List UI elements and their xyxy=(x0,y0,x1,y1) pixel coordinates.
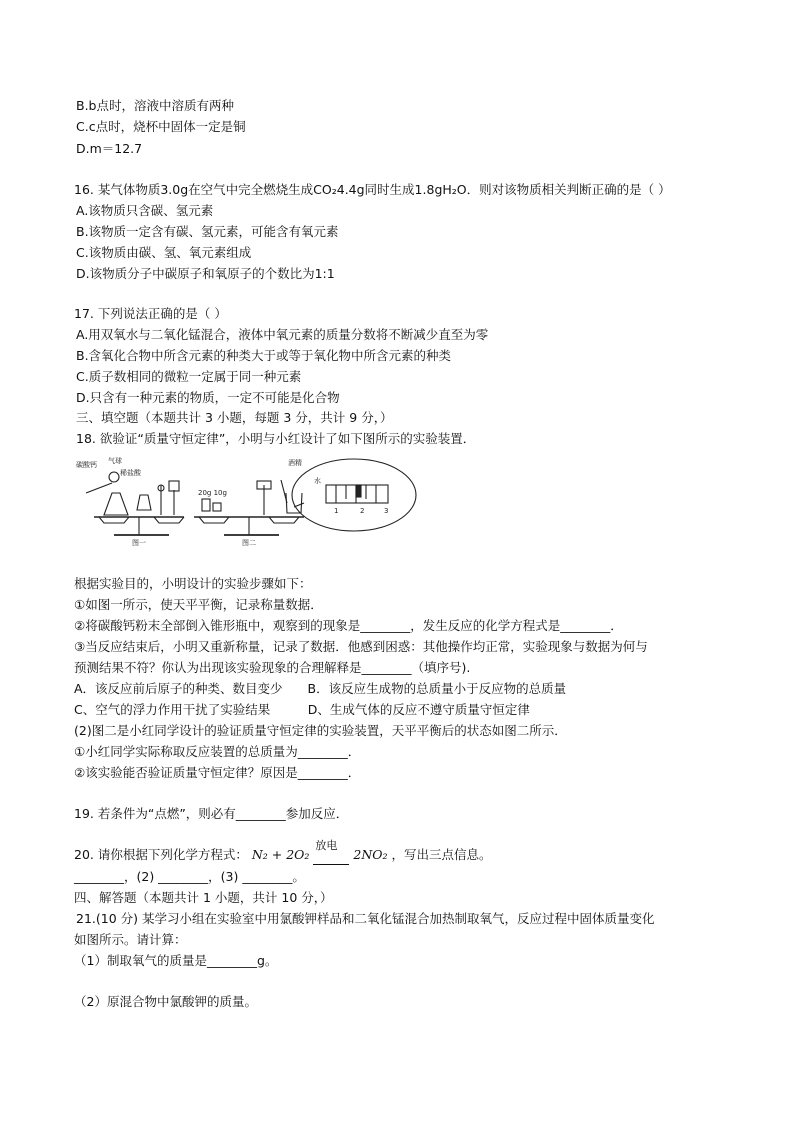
tick-1: 1 xyxy=(334,507,339,515)
q17-option-b: B.含氧化合物中所含元素的种类大于或等于氧化物中所含元素的种类 xyxy=(76,348,452,363)
q15-option-c: C.c点时，烧杯中固体一定是铜 xyxy=(76,119,246,134)
label-water: 水 xyxy=(314,477,321,485)
q18-line-10: ②该实验能否验证质量守恒定律？原因是________． xyxy=(74,765,361,780)
q18-line-3: ②将碳酸钙粉末全部倒入锥形瓶中，观察到的现象是________，发生反应的化学方程式是________． xyxy=(74,618,623,633)
q19-stem: 19. 若条件为“点燃”，则必有________参加反应． xyxy=(74,806,349,821)
caption-figure-2: 图二 xyxy=(242,539,256,547)
q18-line-8: (2)图二是小红同学设计的验证质量守恒定律的实验装置，天平平衡后的状态如图二所示． xyxy=(74,723,567,738)
q16-option-d: D.该物质分子中碳原子和氧原子的个数比为1:1 xyxy=(76,266,335,281)
label-weights: 20g 10g xyxy=(198,489,227,497)
q17-option-a: A.用双氧水与二氧化锰混合，液体中氧元素的质量分数将不断减少直至为零 xyxy=(76,327,489,342)
balance-apparatus-drawing xyxy=(74,455,419,547)
label-alcohol: 酒精 xyxy=(288,459,302,467)
q17-stem: 17. 下列说法正确的是（ ） xyxy=(74,306,227,321)
q17-option-d: D.只含有一种元素的物质，一定不可能是化合物 xyxy=(76,390,340,405)
q15-option-b: B.b点时，溶液中溶质有两种 xyxy=(76,98,234,113)
q21-line-3: （1）制取氧气的质量是________g。 xyxy=(74,953,278,968)
q21-line-2: 如图所示。请计算： xyxy=(74,932,187,947)
q16-stem: 16. 某气体物质3.0g在空气中完全燃烧生成CO₂4.4g同时生成1.8gH₂O．则对该物质相关判断正确的是（ ） xyxy=(74,182,671,197)
q18-line-4: ③当反应结束后，小明又重新称量，记录了数据．他感到困惑：其他操作均正常，实验现象与数据为何与 xyxy=(74,639,648,654)
q20-suffix: ，写出三点信息。 xyxy=(391,847,492,862)
q20-blanks: ________，(2) ________，(3) ________。 xyxy=(74,869,305,884)
q18-line-1: 根据实验目的，小明设计的实验步骤如下： xyxy=(74,576,312,591)
q21-line-4: （2）原混合物中氯酸钾的质量。 xyxy=(74,994,257,1009)
q16-option-a: A.该物质只含碳、氢元素 xyxy=(76,203,214,218)
tick-2: 2 xyxy=(360,507,365,515)
q20-prefix: 20. 请你根据下列化学方程式： xyxy=(74,847,248,862)
q18-line-2: ①如图一所示，使天平平衡，记录称量数据． xyxy=(74,597,323,612)
q16-option-c: C.该物质由碳、氢、氧元素组成 xyxy=(76,245,252,260)
tick-3: 3 xyxy=(384,507,389,515)
condition-label: 放电 xyxy=(315,839,338,852)
q18-line-5: 预测结果不符？你认为出现该实验现象的合理解释是________（填序号). xyxy=(74,660,471,675)
label-acid: 稀盐酸 xyxy=(120,469,141,477)
q15-option-d: D.m＝12.7 xyxy=(76,141,143,156)
section-3-heading: 三、填空题（本题共计 3 小题，每题 3 分，共计 9 分，） xyxy=(76,410,393,425)
q21-line-1: 21.(10 分) 某学习小组在实验室中用氯酸钾样品和二氧化锰混合加热制取氧气，反应过程中固体质量变化 xyxy=(76,911,655,926)
equation-rhs: 2NO₂ xyxy=(353,847,388,862)
equation-lhs: N₂ + 2O₂ xyxy=(251,847,310,862)
label-calcium-carbonate: 碳酸钙 xyxy=(76,461,97,469)
q16-option-b: B.该物质一定含有碳、氢元素，可能含有氧元素 xyxy=(76,224,339,239)
q18-line-9: ①小红同学实际称取反应装置的总质量为________． xyxy=(74,744,361,759)
q18-line-6: A．该反应前后原子的种类、数目变少 B．该反应生成物的总质量小于反应物的总质量 xyxy=(74,681,567,696)
section-4-heading: 四、解答题（本题共计 1 小题，共计 10 分，） xyxy=(74,890,333,905)
label-balloon: 气球 xyxy=(108,457,122,465)
q20-stem xyxy=(74,839,492,865)
reaction-condition xyxy=(313,839,349,865)
q18-stem: 18. 欲验证“质量守恒定律”，小明与小红设计了如下图所示的实验装置． xyxy=(76,431,476,446)
caption-figure-1: 图一 xyxy=(132,539,146,547)
experiment-figure xyxy=(74,455,419,547)
q18-line-7: C、空气的浮力作用干扰了实验结果 D、生成气体的反应不遵守质量守恒定律 xyxy=(74,702,530,717)
q17-option-c: C.质子数相同的微粒一定属于同一种元素 xyxy=(76,369,302,384)
